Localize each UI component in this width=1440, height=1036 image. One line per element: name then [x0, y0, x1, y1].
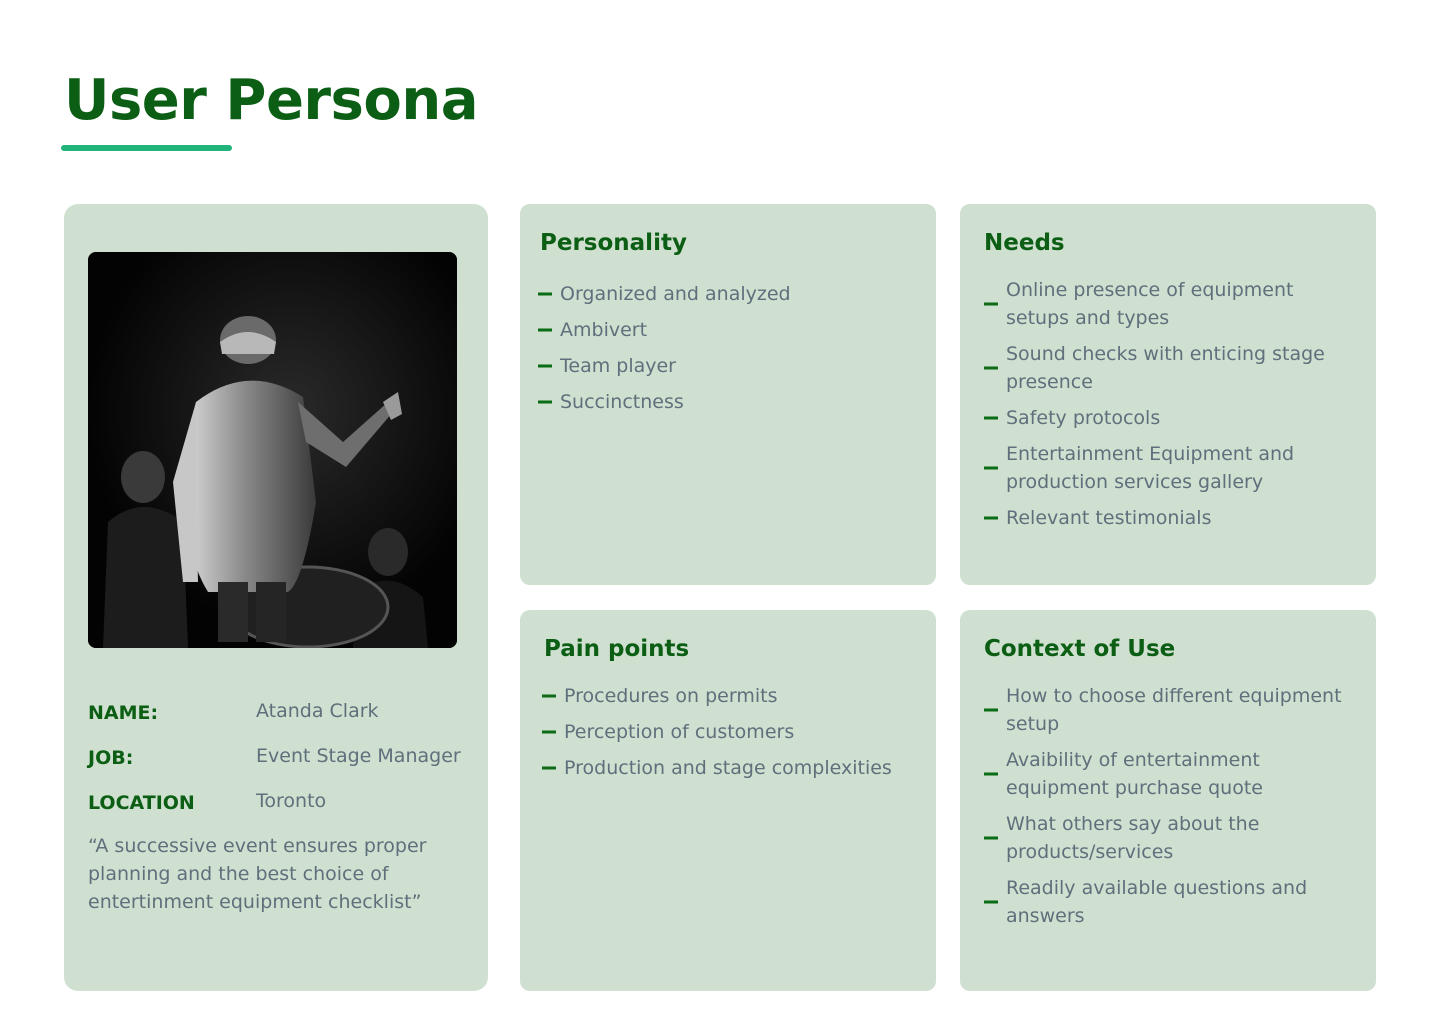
- list-item: Entertainment Equipment and production services gallery: [984, 440, 1354, 496]
- location-value: Toronto: [256, 790, 327, 812]
- list-item: Relevant testimonials: [984, 504, 1354, 532]
- list-item: Perception of customers: [542, 718, 922, 746]
- title-underline: [61, 145, 232, 151]
- personality-card: [520, 204, 936, 585]
- job-value: Event Stage Manager: [256, 745, 461, 767]
- list-item: Sound checks with enticing stage presence: [984, 340, 1354, 396]
- pain-points-list: [542, 682, 922, 790]
- name-value: Atanda Clark: [256, 700, 379, 722]
- dash-icon: [984, 773, 998, 776]
- list-item: Succinctness: [538, 388, 918, 416]
- dash-icon: [538, 401, 552, 404]
- persona-photo: [88, 252, 457, 648]
- name-label: NAME:: [88, 702, 159, 724]
- list-item: How to choose different equipment setup: [984, 682, 1354, 738]
- dash-icon: [984, 417, 998, 420]
- personality-heading: Personality: [540, 230, 687, 256]
- dash-icon: [984, 709, 998, 712]
- dash-icon: [538, 365, 552, 368]
- dash-icon: [984, 517, 998, 520]
- list-item: Readily available questions and answers: [984, 874, 1354, 930]
- list-item: Organized and analyzed: [538, 280, 918, 308]
- location-label: LOCATION: [88, 792, 195, 814]
- dash-icon: [984, 467, 998, 470]
- page-title: User Persona: [64, 68, 478, 133]
- persona-quote: “A successive event ensures proper planning and the best choice of entertinment equipment checklist”: [88, 835, 427, 913]
- dash-icon: [984, 367, 998, 370]
- context-of-use-card: [960, 610, 1376, 991]
- dash-icon: [984, 837, 998, 840]
- list-item: Team player: [538, 352, 918, 380]
- profile-card: [64, 204, 488, 991]
- dash-icon: [538, 293, 552, 296]
- person-on-stage-photo: [88, 252, 457, 648]
- list-item: What others say about the products/services: [984, 810, 1354, 866]
- pain-points-card: [520, 610, 936, 991]
- needs-heading: Needs: [984, 230, 1065, 256]
- context-of-use-heading: Context of Use: [984, 636, 1176, 662]
- list-item: Production and stage complexities: [542, 754, 922, 782]
- personality-list: [538, 280, 918, 424]
- needs-list: [984, 276, 1354, 540]
- needs-card: [960, 204, 1376, 585]
- list-item: Avaibility of entertainment equipment purchase quote: [984, 746, 1354, 802]
- list-item: Online presence of equipment setups and types: [984, 276, 1354, 332]
- dash-icon: [984, 303, 998, 306]
- job-label: JOB:: [88, 747, 134, 769]
- list-item: Ambivert: [538, 316, 918, 344]
- dash-icon: [984, 901, 998, 904]
- pain-points-heading: Pain points: [544, 636, 690, 662]
- context-of-use-list: [984, 682, 1354, 938]
- list-item: Procedures on permits: [542, 682, 922, 710]
- dash-icon: [542, 731, 556, 734]
- dash-icon: [542, 695, 556, 698]
- list-item: Safety protocols: [984, 404, 1354, 432]
- dash-icon: [542, 767, 556, 770]
- dash-icon: [538, 329, 552, 332]
